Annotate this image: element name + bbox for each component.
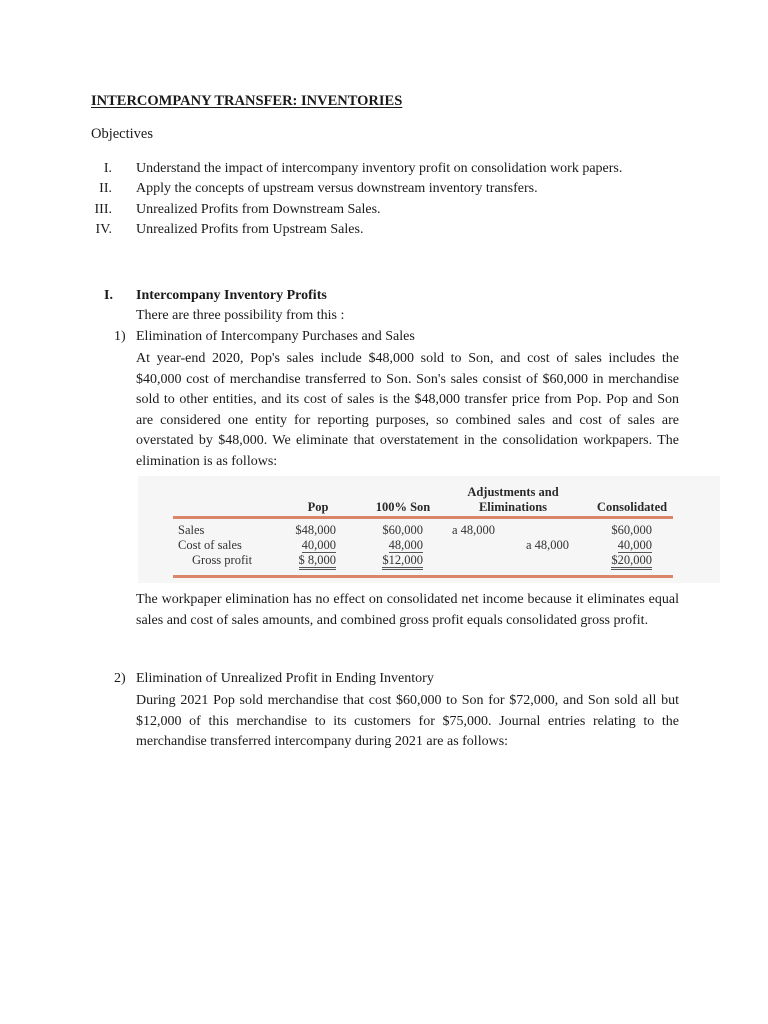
cell-pop-gross: $ 8,000 [299, 553, 337, 570]
section-intro: There are three possibility from this : [136, 308, 345, 323]
header-consolidated: Consolidated [596, 500, 668, 514]
table-top-rule [173, 516, 673, 519]
objective-number: II. [99, 181, 112, 196]
cell-consolidated-sales: $60,000 [611, 523, 652, 537]
item-number: 2) [114, 671, 126, 686]
cell-consolidated-gross: $20,000 [611, 553, 652, 570]
objective-number: I. [103, 161, 112, 176]
objective-number: III. [94, 202, 112, 217]
cell-consolidated-cost: 40,000 [617, 538, 652, 552]
cell-son-gross: $12,000 [382, 553, 423, 570]
cell-adj-debit-sales: a 48,000 [452, 523, 496, 537]
item-heading: Elimination of Intercompany Purchases and Sales [136, 329, 415, 344]
cell-son-sales: $60,000 [382, 523, 423, 537]
paragraph-text: During 2021 Pop sold merchandise that cost $60,000 to Son for $72,000, and Son sold all but $12,000 of this merchandise to its customers for $75,000. Journal entries relating to the merchandise transferred intercompany during 2021 are as follows: [136, 693, 679, 750]
paragraph-text: The workpaper elimination has no effect on consolidated net income because it eliminates equal sales and cost of sales amounts, and combined gross profit equals consolidated gross profit. [136, 592, 679, 628]
objectives-label: Objectives [91, 126, 154, 142]
row-label-cost-of-sales: Cost of sales [178, 538, 242, 552]
header-adjustments-line1: Adjustments and [467, 485, 559, 499]
cell-pop-sales: $48,000 [295, 523, 336, 537]
header-adjustments-line2: Eliminations [478, 500, 548, 514]
objective-item: Apply the concepts of upstream versus downstream inventory transfers. [136, 181, 538, 196]
after-table-paragraph [136, 590, 679, 631]
header-pop: Pop [307, 500, 329, 514]
section-number: I. [104, 288, 113, 303]
header-son: 100% Son [375, 500, 431, 514]
row-label-gross-profit: Gross profit [192, 553, 253, 567]
objective-item: Understand the impact of intercompany inventory profit on consolidation work papers. [136, 161, 623, 176]
section-title: Intercompany Inventory Profits [136, 288, 327, 303]
item-number: 1) [114, 329, 126, 344]
objective-number: IV. [95, 222, 112, 237]
item-heading: Elimination of Unrealized Profit in Ending Inventory [136, 671, 434, 686]
cell-pop-cost: 40,000 [301, 538, 336, 552]
item-paragraph [136, 349, 679, 473]
objective-item: Unrealized Profits from Downstream Sales. [136, 202, 381, 217]
table-bottom-rule [173, 575, 673, 578]
document-title: INTERCOMPANY TRANSFER: INVENTORIES [91, 93, 403, 109]
item-paragraph [136, 691, 679, 753]
consolidation-table [138, 476, 720, 583]
cell-son-cost: 48,000 [388, 538, 423, 552]
objective-item: Unrealized Profits from Upstream Sales. [136, 222, 364, 237]
cell-adj-credit-cost: a 48,000 [526, 538, 570, 552]
paragraph-text: At year-end 2020, Pop's sales include $48,000 sold to Son, and cost of sales includes the $40,000 cost of merchandise transferred to Son. Son's sales consist of $60,000 in merchandise sold to other entities, and its cost of sales is the $48,000 transfer price from Pop. Pop and Son are considered one entity for reporting purposes, so combined sales and cost of sales are overstated by $48,000. We eliminate that overstatement in the consolidation workpapers. The elimination is as follows: [136, 351, 679, 469]
row-label-sales: Sales [178, 523, 205, 537]
